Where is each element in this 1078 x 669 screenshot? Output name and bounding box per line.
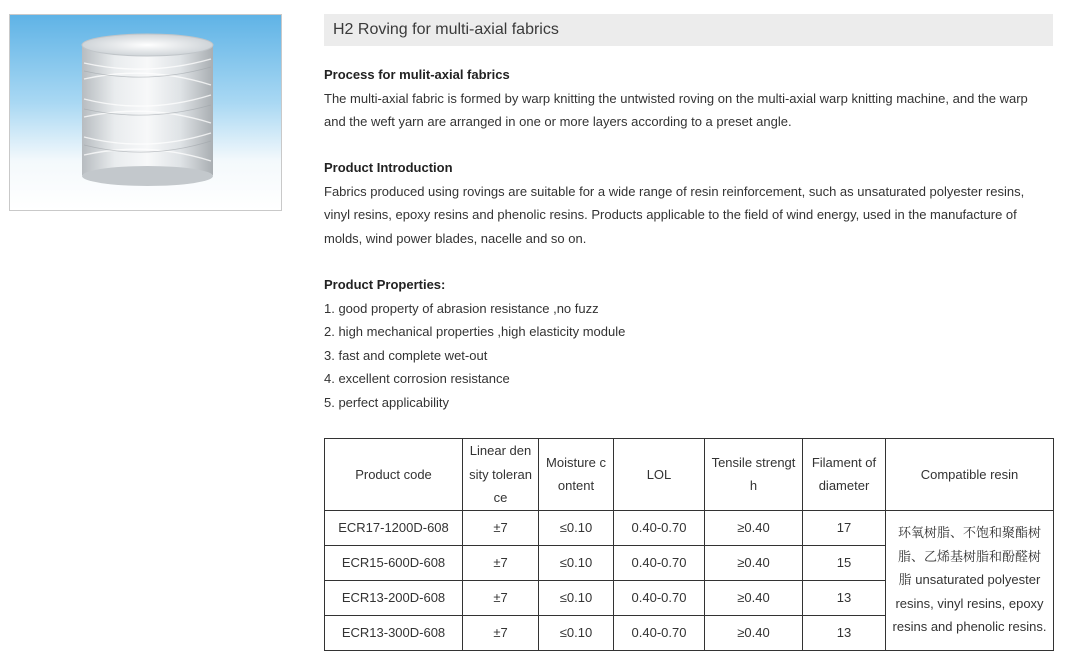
header-moisture-content: Moisture content bbox=[539, 439, 614, 511]
cell-tensile: ≥0.40 bbox=[705, 615, 803, 650]
process-text: The multi-axial fabric is formed by warp knitting the untwisted roving on the multi-axial warp knitting machine, and the warp and the weft yarn are arranged in one or more layers according to a preset angle. bbox=[324, 90, 1028, 129]
cell-tensile: ≥0.40 bbox=[705, 510, 803, 545]
cell-filament: 15 bbox=[803, 545, 886, 580]
cell-linear-density: ±7 bbox=[463, 510, 539, 545]
table-header-row bbox=[325, 439, 1054, 511]
cell-product-code: ECR13-300D-608 bbox=[325, 615, 463, 650]
property-item: 2. high mechanical properties ,high elasticity module bbox=[324, 324, 626, 339]
product-image bbox=[9, 14, 282, 211]
properties-heading: Product Properties: bbox=[324, 277, 446, 292]
cell-compatible-resin: 环氧树脂、不饱和聚酯树脂、乙烯基树脂和酚醛树脂 unsaturated polyester resins, vinyl resins, epoxy resins and phenolic resins. bbox=[886, 510, 1054, 650]
header-filament-diameter: Filament of diameter bbox=[803, 439, 886, 511]
process-section bbox=[324, 63, 1053, 134]
cell-product-code: ECR15-600D-608 bbox=[325, 545, 463, 580]
cell-filament: 13 bbox=[803, 580, 886, 615]
table-row bbox=[325, 510, 1054, 545]
introduction-text: Fabrics produced using rovings are suitable for a wide range of resin reinforcement, such as unsaturated polyester resins, vinyl resins, epoxy resins and phenolic resins. Products applicable to the field of wind energy, used in the manufacture of molds, wind power blades, nacelle and so on. bbox=[324, 183, 1025, 246]
header-tensile-strength: Tensile strength bbox=[705, 439, 803, 511]
product-title: H2 Roving for multi-axial fabrics bbox=[333, 21, 559, 38]
cell-lol: 0.40-0.70 bbox=[614, 510, 705, 545]
cell-linear-density: ±7 bbox=[463, 545, 539, 580]
property-item: 4. excellent corrosion resistance bbox=[324, 371, 510, 386]
cell-tensile: ≥0.40 bbox=[705, 545, 803, 580]
cell-linear-density: ±7 bbox=[463, 580, 539, 615]
properties-section bbox=[324, 273, 1053, 414]
cell-moisture: ≤0.10 bbox=[539, 545, 614, 580]
header-compatible-resin: Compatible resin bbox=[886, 439, 1054, 511]
cell-tensile: ≥0.40 bbox=[705, 580, 803, 615]
roving-bobbin-illustration bbox=[10, 15, 281, 210]
cell-lol: 0.40-0.70 bbox=[614, 580, 705, 615]
header-lol: LOL bbox=[614, 439, 705, 511]
cell-product-code: ECR13-200D-608 bbox=[325, 580, 463, 615]
properties-list bbox=[324, 297, 1053, 415]
specification-table bbox=[324, 438, 1054, 651]
process-heading: Process for mulit-axial fabrics bbox=[324, 67, 510, 82]
cell-product-code: ECR17-1200D-608 bbox=[325, 510, 463, 545]
cell-lol: 0.40-0.70 bbox=[614, 615, 705, 650]
cell-linear-density: ±7 bbox=[463, 615, 539, 650]
cell-lol: 0.40-0.70 bbox=[614, 545, 705, 580]
product-details bbox=[324, 14, 1053, 640]
property-item: 5. perfect applicability bbox=[324, 394, 450, 410]
product-title-bar bbox=[324, 14, 1053, 46]
property-item: 1. good property of abrasion resistance ,no fuzz bbox=[324, 300, 599, 316]
header-product-code: Product code bbox=[325, 439, 463, 511]
property-item: 3. fast and complete wet-out bbox=[324, 347, 488, 363]
cell-moisture: ≤0.10 bbox=[539, 510, 614, 545]
introduction-section bbox=[324, 156, 1053, 250]
cell-filament: 17 bbox=[803, 510, 886, 545]
header-linear-density-tolerance: Linear density tolerance bbox=[463, 439, 539, 511]
cell-filament: 13 bbox=[803, 615, 886, 650]
introduction-heading: Product Introduction bbox=[324, 160, 453, 175]
cell-moisture: ≤0.10 bbox=[539, 580, 614, 615]
cell-moisture: ≤0.10 bbox=[539, 615, 614, 650]
